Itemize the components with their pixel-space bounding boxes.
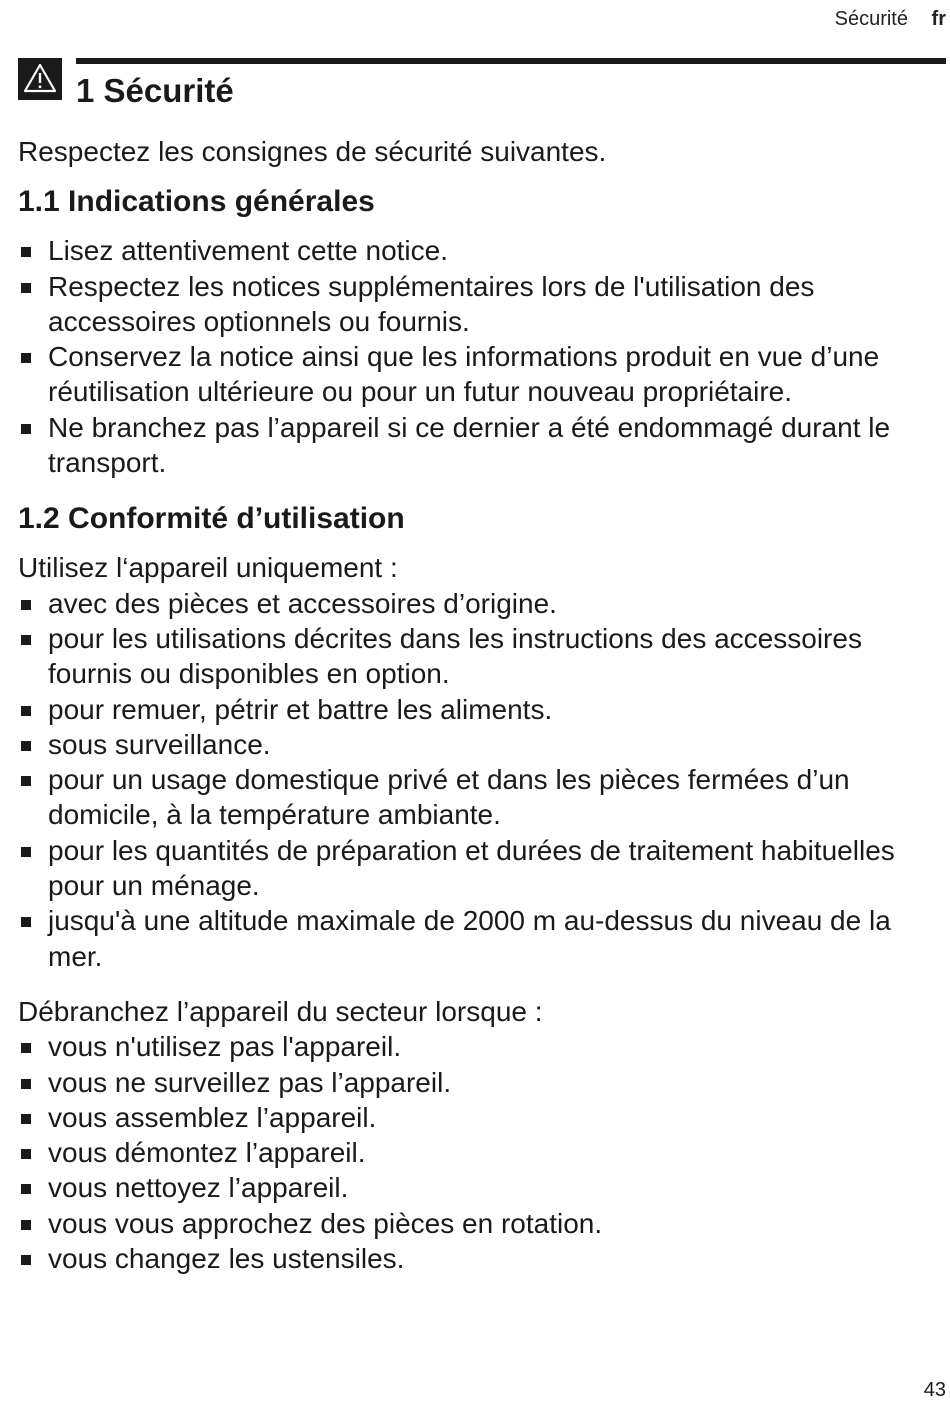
list-item: pour les utilisations décrites dans les instructions des accessoires fournis ou disponibles en option.: [18, 621, 928, 692]
general-indications-list: [18, 233, 928, 480]
section-1-1-heading: 1.1 Indications générales: [18, 185, 375, 219]
list-item: avec des pièces et accessoires d’origine.: [18, 586, 928, 621]
unplug-list: [18, 1029, 928, 1276]
section-1-2-heading: 1.2 Conformité d’utilisation: [18, 502, 405, 536]
list-item: Respectez les notices supplémentaires lors de l'utilisation des accessoires optionnels ou fournis.: [18, 269, 928, 340]
running-header: [835, 8, 946, 31]
list-item: Lisez attentivement cette notice.: [18, 233, 928, 268]
list-item: jusqu'à une altitude maximale de 2000 m au-dessus du niveau de la mer.: [18, 903, 928, 974]
list-item: vous changez les ustensiles.: [18, 1241, 928, 1276]
list-item: sous surveillance.: [18, 727, 928, 762]
list-item: vous vous approchez des pièces en rotation.: [18, 1206, 928, 1241]
page-number: 43: [923, 1379, 946, 1401]
list-item: pour un usage domestique privé et dans les pièces fermées d’un domicile, à la température ambiante.: [18, 762, 928, 833]
list-item: vous démontez l’appareil.: [18, 1135, 928, 1170]
unplug-lead: Débranchez l’appareil du secteur lorsque :: [18, 995, 543, 1027]
header-language: fr: [931, 8, 946, 30]
list-item: Conservez la notice ainsi que les informations produit en vue d’une réutilisation ultérieure ou pour un futur nouveau propriétaire.: [18, 339, 928, 410]
usage-lead: Utilisez l‘appareil uniquement :: [18, 552, 398, 584]
list-item: vous n'utilisez pas l'appareil.: [18, 1029, 928, 1064]
page-title: 1 Sécurité: [76, 72, 234, 109]
list-item: vous ne surveillez pas l’appareil.: [18, 1065, 928, 1100]
usage-list: [18, 586, 928, 974]
list-item: pour les quantités de préparation et durées de traitement habituelles pour un ménage.: [18, 833, 928, 904]
header-section: Sécurité: [834, 8, 908, 30]
list-item: vous assemblez l’appareil.: [18, 1100, 928, 1135]
main-content: [18, 134, 928, 1276]
intro-text: Respectez les consignes de sécurité suivantes.: [18, 136, 607, 167]
list-item: pour remuer, pétrir et battre les aliments.: [18, 692, 928, 727]
list-item: vous nettoyez l’appareil.: [18, 1170, 928, 1205]
list-item: Ne branchez pas l’appareil si ce dernier a été endommagé durant le transport.: [18, 410, 928, 481]
warning-icon: [18, 58, 62, 100]
title-rule: [76, 58, 946, 64]
